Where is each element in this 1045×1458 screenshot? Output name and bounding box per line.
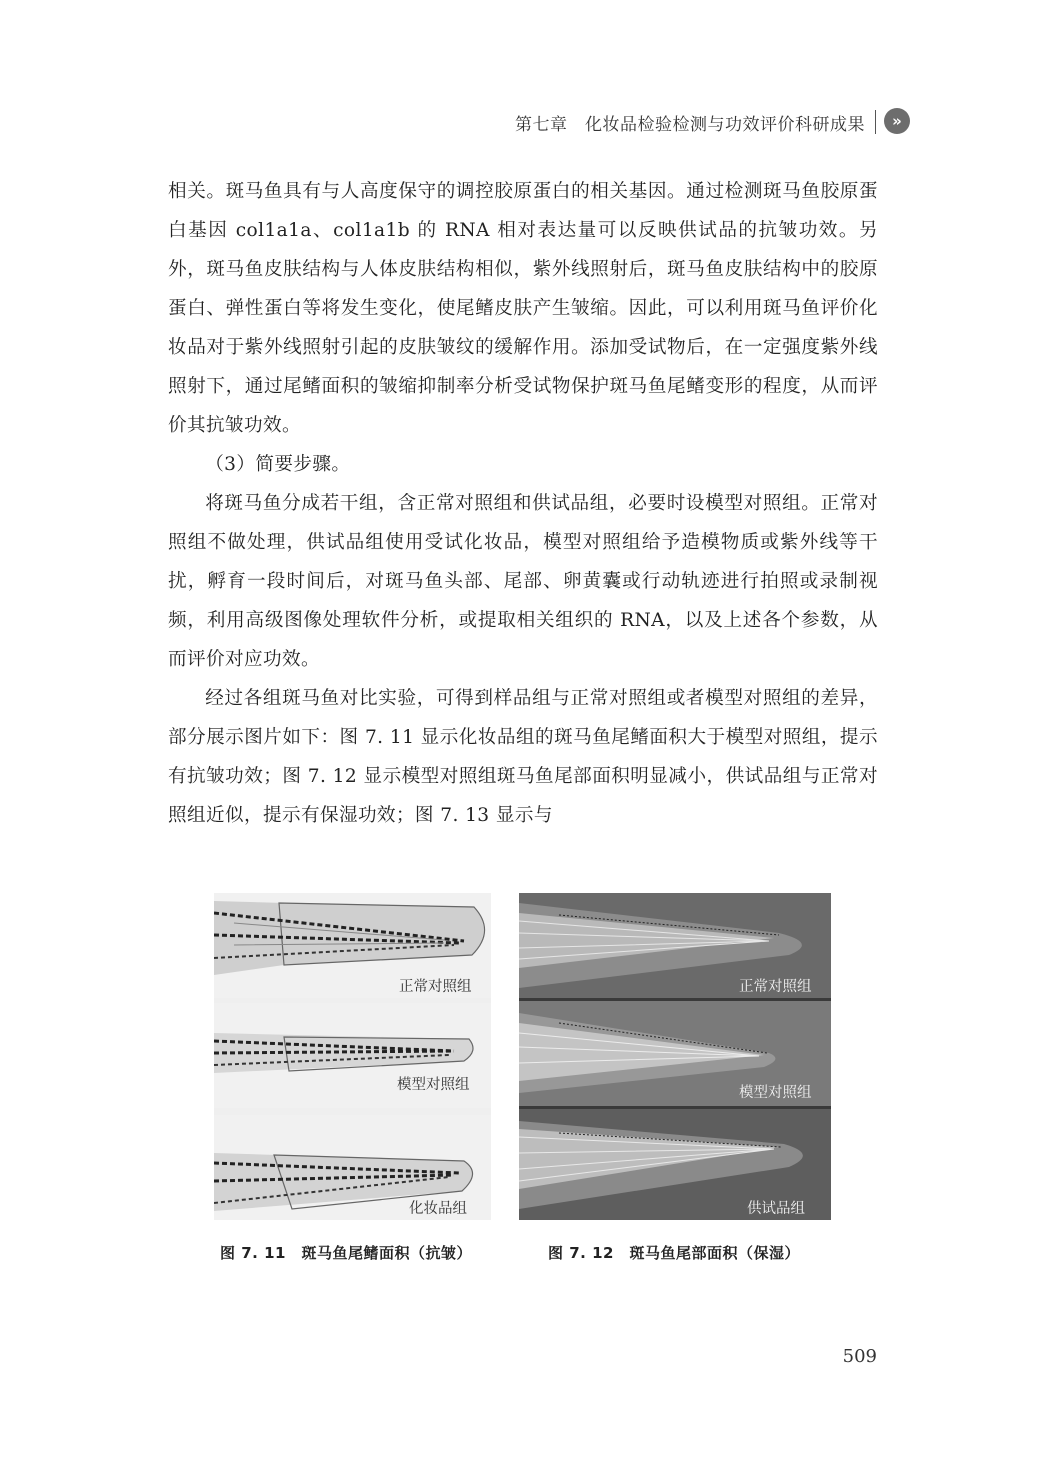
panel-label: 化妆品组: [409, 1201, 467, 1217]
figure-7-12-image: [519, 893, 831, 1220]
figure-7-11-image: [214, 893, 491, 1220]
header-divider: [875, 110, 876, 134]
running-head: [480, 108, 910, 138]
figure-7-11-caption: 图 7. 11 斑马鱼尾鳍面积（抗皱）: [220, 1244, 472, 1262]
panel-label: 供试品组: [747, 1201, 805, 1217]
panel-label: 模型对照组: [397, 1077, 470, 1093]
fin-photo-model: [214, 1003, 491, 1108]
figure-7-12-caption: 图 7. 12 斑马鱼尾部面积（保湿）: [548, 1244, 800, 1262]
fin-photo-cosmetic: [214, 1115, 491, 1220]
tail-photo-test: [519, 1109, 831, 1220]
tail-photo-model: [519, 1001, 831, 1106]
page-number: 509: [842, 1346, 877, 1367]
paragraph-1: 相关。斑马鱼具有与人高度保守的调控胶原蛋白的相关基因。通过检测斑马鱼胶原蛋白基因 col1a1a、col1a1b 的 RNA 相对表达量可以反映供试品的抗皱功效。另外，斑马鱼皮肤结构与人体皮肤结构相似，紫外线照射后，斑马鱼皮肤结构中的胶原蛋白、弹性蛋白等将发生变化，使尾鳍皮肤产生皱缩。因此，可以利用斑马鱼评价化妆品对于紫外线照射引起的皮肤皱纹的缓解作用。添加受试物后，在一定强度紫外线照射下，通过尾鳍面积的皱缩抑制率分析受试物保护斑马鱼尾鳍变形的程度，从而评价其抗皱功效。: [168, 181, 878, 436]
double-chevron-right-icon: »: [884, 108, 910, 134]
fin-photo-normal: [214, 893, 491, 998]
panel-label: 正常对照组: [399, 979, 472, 995]
panel-label: 正常对照组: [739, 979, 812, 995]
figure-row: [214, 893, 831, 1223]
paragraph-2: （3）简要步骤。: [205, 454, 351, 475]
panel-label: 模型对照组: [739, 1085, 812, 1101]
body-text: [168, 172, 878, 835]
paragraph-4: 经过各组斑马鱼对比实验，可得到样品组与正常对照组或者模型对照组的差异，部分展示图片如下：图 7. 11 显示化妆品组的斑马鱼尾鳍面积大于模型对照组，提示有抗皱功效；图 7. 12 显示模型对照组斑马鱼尾部面积明显减小，供试品组与正常对照组近似，提示有保湿功效；图 7. 13 显示与: [168, 688, 878, 826]
paragraph-3: 将斑马鱼分成若干组，含正常对照组和供试品组，必要时设模型对照组。正常对照组不做处理，供试品组使用受试化妆品，模型对照组给予造模物质或紫外线等干扰，孵育一段时间后，对斑马鱼头部、尾部、卵黄囊或行动轨迹进行拍照或录制视频，利用高级图像处理软件分析，或提取相关组织的 RNA，以及上述各个参数，从而评价对应功效。: [168, 493, 878, 670]
tail-photo-normal: [519, 893, 831, 998]
running-title: 第七章 化妆品检验检测与功效评价科研成果: [515, 115, 865, 135]
